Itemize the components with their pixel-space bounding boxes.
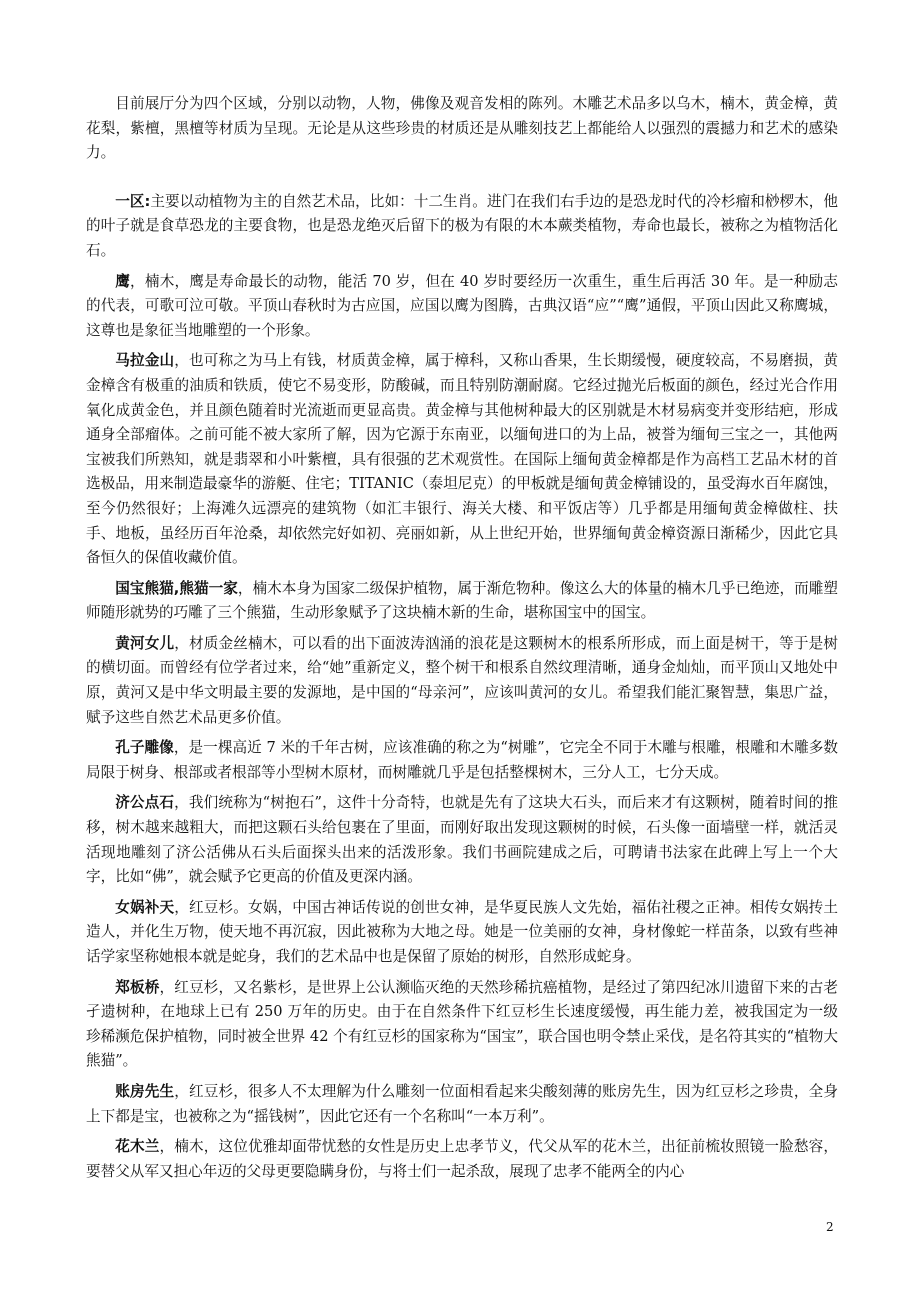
paragraph-mulan [86,1135,838,1184]
paragraph-lead: 郑板桥 [115,978,160,996]
paragraph-confucius [86,736,838,785]
paragraph-text: ，红豆杉，很多人不太理解为什么雕刻一位面相看起来尖酸刻薄的账房先生，因为红豆杉之珍贵，全身上下都是宝，也被称之为“摇钱树”，因此它还有一个名称叫“一本万利”。 [86,1082,838,1125]
paragraph-text: ，也可称之为马上有钱，材质黄金樟，属于樟科，又称山香果，生长期缓慢，硬度较高，不易磨损，黄金樟含有极重的油质和铁质，使它不易变形，防酸碱，而且特别防潮耐腐。它经过抛光后板面的颜色，经过光合作用氧化成黄金色，并且颜色随着时光流逝而更显高贵。黄金樟与其他树种最大的区别就是木材易病变并变形结疤，形成通身全部瘤体。之前可能不被大家所了解，因为它源于东南亚，以缅甸进口的为上品，被誉为缅甸三宝之一，其他两宝被我们所熟知，就是翡翠和小叶紫檀，具有很强的艺术观赏性。在国际上缅甸黄金樟都是作为高档工艺品木材的首选极品，用来制造最豪华的游艇、住宅；TITANIC（泰坦尼克）的甲板就是缅甸黄金樟铺设的，虽受海水百年腐蚀，至今仍然很好；上海滩久远漂亮的建筑物（如汇丰银行、海关大楼、和平饭店等）几乎都是用缅甸黄金樟做柱、扶手、地板，虽经历百年沧桑，却依然完好如初、亮丽如新，从上世纪开始，世界缅甸黄金樟资源日渐稀少，因此它具备恒久的保值收藏价值。 [86,352,838,567]
paragraph-intro [86,92,838,166]
paragraph-jigong [86,791,838,889]
paragraph-zheng-banqiao [86,976,838,1074]
paragraph-lead: 国宝熊猫,熊猫一家 [115,579,238,597]
paragraph-text: ，红豆杉。女娲，中国古神话传说的创世女神，是华夏民族人文先始，福佑社稷之正神。相传女娲抟土造人，并化生万物，使天地不再沉寂，因此被称为大地之母。她是一位美丽的女神，身材像蛇一样苗条，以致有些神话学家坚称她根本就是蛇身，我们的艺术品中也是保留了原始的树形，自然形成蛇身。 [86,898,838,965]
paragraph-lead: 鹰 [115,272,131,290]
paragraph-lead: 女娲补天 [115,898,175,916]
paragraph-zone-one [86,190,838,264]
paragraph-eagle [86,270,838,344]
paragraph-nuwa [86,896,838,970]
paragraph-gold-mountain [86,349,838,570]
paragraph-text: 主要以动植物为主的自然艺术品，比如：十二生肖。进门在我们右手边的是恐龙时代的冷杉瘤和桫椤木，他的叶子就是食草恐龙的主要食物，也是恐龙绝灭后留下的极为有限的木本蕨类植物，寿命也最长，被称之为植物活化石。 [86,192,838,259]
paragraph-lead: 一区: [115,192,151,210]
paragraph-lead: 账房先生 [115,1082,175,1100]
paragraph-yellow-river-daughter [86,632,838,730]
paragraph-lead: 花木兰 [115,1138,160,1156]
paragraph-panda [86,577,838,626]
paragraph-text: ，楠木，鹰是寿命最长的动物，能活 70 岁，但在 40 岁时要经历一次重生，重生后再活 30 年。是一种励志的代表，可歌可泣可敬。平顶山春秋时为古应国，应国以鹰为图腾，古典汉语“应”“鹰”通假，平顶山因此又称鹰城，这尊也是象征当地雕塑的一个形象。 [86,272,838,339]
paragraph-text: ，楠木，这位优雅却面带忧愁的女性是历史上忠孝节义，代父从军的花木兰，出征前梳妆照镜一脸愁容，要替父从军又担心年迈的父母更要隐瞒身份，与将士们一起杀敌，展现了忠孝不能两全的内心 [86,1138,838,1180]
paragraph-accountant [86,1080,838,1129]
paragraph-text: ，楠木本身为国家二级保护植物，属于渐危物种。像这么大的体量的楠木几乎已绝迹，而雕塑师随形就势的巧雕了三个熊猫，生动形象赋予了这块楠木新的生命，堪称国宝中的国宝。 [86,579,838,622]
paragraph-text: ，红豆杉，又名紫杉，是世界上公认濒临灭绝的天然珍稀抗癌植物，是经过了第四纪冰川遗留下来的古老孑遗树种，在地球上已有 250 万年的历史。由于在自然条件下红豆杉生长速度缓慢，再生能力差，被我国定为一级珍稀濒危保护植物，同时被全世界 42 个有红豆杉的国家称为“国宝”，联合国也明令禁止采伐，是名符其实的“植物大熊猫”。 [86,978,838,1070]
page-number: 2 [826,1220,834,1234]
paragraph-lead: 马拉金山 [115,352,175,370]
paragraph-text: ，是一棵高近 7 米的千年古树，应该准确的称之为“树雕”，它完全不同于木雕与根雕，根雕和木雕多数局限于树身、根部或者根部等小型树木原材，而树雕就几乎是包括整棵树木，三分人工，七分天成。 [86,739,838,781]
paragraph-text: ，材质金丝楠木，可以看的出下面波涛汹涌的浪花是这颗树木的根系所形成，而上面是树干，等于是树的横切面。而曾经有位学者过来，给“她”重新定义，整个树干和根系自然纹理清晰，通身金灿灿，而平顶山又地处中原，黄河又是中华文明最主要的发源地，是中国的“母亲河”，应该叫黄河的女儿。希望我们能汇聚智慧，集思广益，赋予这些自然艺术品更多价值。 [86,634,838,726]
paragraph-lead: 济公点石 [115,794,175,812]
paragraph-lead: 黄河女儿 [115,634,175,652]
paragraph-lead: 孔子雕像 [115,739,174,757]
paragraph-text: ，我们统称为“树抱石”，这件十分奇特，也就是先有了这块大石头，而后来才有这颗树，随着时间的推移，树木越来越粗大，而把这颗石头给包裹在了里面，而刚好取出发现这颗树的时候，石头像一面墙壁一样，就活灵活现地雕刻了济公活佛从石头后面探头出来的活泼形象。我们书画院建成之后，可聘请书法家在此碑上写上一个大字，比如“佛”，就会赋予它更高的价值及更深内涵。 [86,794,838,886]
document-body [86,92,838,1190]
paragraph-text: 目前展厅分为四个区域，分别以动物，人物，佛像及观音发相的陈列。木雕艺术品多以乌木，楠木，黄金樟，黄花梨，紫檀，黑檀等材质为呈现。无论是从这些珍贵的材质还是从雕刻技艺上都能给人以强烈的震撼力和艺术的感染力。 [86,95,838,162]
